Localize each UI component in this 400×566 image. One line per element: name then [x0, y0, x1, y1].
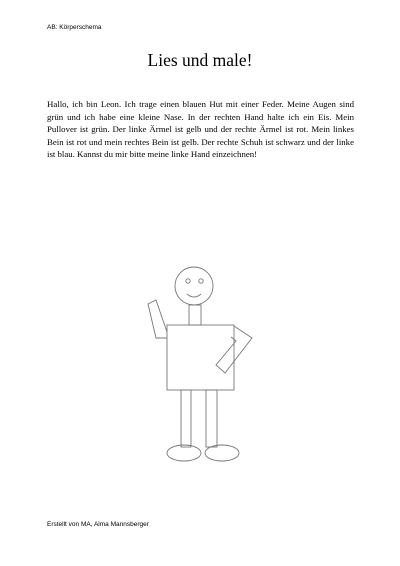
- stick-figure-drawing: [138, 262, 258, 468]
- footer-label: Erstellt von MA, Alma Mannsberger: [47, 521, 149, 528]
- header-label: AB: Körperschema: [47, 24, 102, 31]
- figure-right-leg: [206, 390, 217, 447]
- page-title: Lies und male!: [147, 50, 253, 70]
- figure-right-shoe: [205, 445, 239, 461]
- figure-right-eye: [199, 279, 203, 283]
- figure-left-leg: [181, 390, 191, 447]
- figure-mouth: [187, 294, 201, 297]
- figure-torso: [167, 325, 234, 390]
- figure-head: [175, 267, 213, 305]
- figure-left-eye: [186, 279, 190, 283]
- figure-raised-arm: [148, 300, 167, 338]
- figure-neck: [189, 305, 201, 325]
- instruction-text: Hallo, ich bin Leon. Ich trage einen blauen Hut mit einer Feder. Meine Augen sind grün und ich habe eine kleine Nase. In der rechten Hand halte ich ein Eis. Mein Pullover ist grün. Der linke Ärmel ist gelb und der rechte Ärmel ist rot. Mein linkes Bein ist rot und mein rechtes Bein ist gelb. Der rechte Schuh ist schwarz und der linke ist blau. Kannst du mir bitte meine linke Hand einzeichnen!: [47, 99, 354, 160]
